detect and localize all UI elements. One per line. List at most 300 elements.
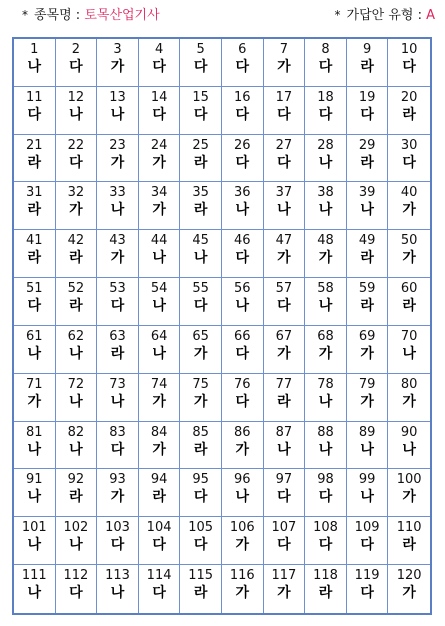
answer-cell	[180, 230, 222, 278]
answer-cell	[180, 469, 222, 517]
answer-cell	[14, 39, 56, 87]
question-number: 112	[63, 568, 89, 584]
question-number: 76	[234, 376, 251, 392]
answer-value: 라	[360, 154, 374, 171]
answer-cell	[97, 565, 139, 613]
answer-value: 나	[27, 59, 42, 75]
answer-value: 가	[318, 250, 333, 267]
question-number: 26	[234, 137, 251, 153]
answer-value: 나	[318, 202, 333, 219]
answer-value: 나	[360, 202, 374, 219]
answer-value: 가	[69, 202, 83, 219]
answer-cell	[56, 517, 98, 565]
answer-value: 가	[27, 393, 42, 410]
answer-value: 다	[235, 154, 250, 171]
answer-cell	[222, 469, 264, 517]
answer-cell	[97, 374, 139, 422]
answer-cell	[347, 469, 389, 517]
answer-value: 나	[27, 345, 42, 362]
answer-cell	[388, 39, 430, 87]
question-number: 81	[26, 424, 43, 440]
question-number: 107	[271, 520, 297, 536]
question-number: 94	[150, 472, 168, 488]
question-number: 10	[400, 42, 418, 57]
answer-value: 나	[27, 537, 42, 554]
question-number: 27	[275, 137, 293, 153]
question-number: 99	[358, 472, 376, 488]
answer-table	[12, 37, 432, 615]
answer-cell	[180, 326, 222, 374]
question-number: 113	[105, 568, 130, 584]
question-number: 87	[275, 424, 293, 440]
question-number: 103	[105, 520, 130, 536]
answer-value: 가	[360, 393, 374, 410]
answer-cell	[305, 326, 347, 374]
answer-cell	[180, 422, 222, 470]
answer-value: 라	[402, 537, 416, 554]
answer-value: 다	[110, 298, 125, 315]
answer-value: 라	[360, 250, 374, 267]
answer-cell	[388, 135, 430, 183]
answer-cell	[347, 517, 389, 565]
question-number: 28	[317, 137, 334, 153]
answer-cell	[222, 182, 264, 230]
question-number: 52	[67, 281, 85, 297]
answer-cell	[56, 565, 98, 613]
answer-value: 다	[277, 298, 291, 315]
answer-value: 다	[193, 298, 208, 315]
answer-cell	[14, 87, 56, 135]
question-number: 13	[109, 89, 126, 105]
question-number: 55	[192, 281, 209, 297]
answer-value: 다	[27, 298, 42, 315]
question-number: 12	[67, 89, 85, 105]
question-number: 66	[234, 328, 251, 344]
answer-value: 라	[69, 250, 83, 267]
question-number: 14	[150, 89, 168, 105]
answer-cell	[139, 517, 181, 565]
question-number: 80	[400, 376, 418, 392]
answer-cell	[264, 278, 306, 326]
question-number: 90	[400, 424, 418, 440]
answer-cell	[305, 135, 347, 183]
answer-value: 라	[27, 154, 42, 171]
question-number: 45	[192, 233, 209, 249]
question-number: 1	[30, 42, 39, 57]
answer-value: 나	[27, 585, 42, 602]
question-number: 118	[313, 568, 338, 584]
answer-cell	[56, 87, 98, 135]
question-number: 71	[26, 376, 43, 392]
answer-value: 나	[110, 202, 125, 219]
answer-value: 나	[152, 250, 166, 267]
answer-type-value: A	[426, 8, 435, 23]
answer-type-info	[335, 4, 435, 23]
question-number: 110	[396, 520, 422, 536]
answer-value: 가	[193, 393, 208, 410]
question-number: 106	[229, 520, 255, 536]
question-number: 25	[192, 137, 209, 153]
answer-value: 라	[193, 154, 208, 171]
answer-cell	[347, 39, 389, 87]
question-number: 120	[396, 568, 422, 584]
question-number: 20	[400, 89, 418, 105]
answer-value: 나	[277, 202, 291, 219]
answer-cell	[56, 278, 98, 326]
answer-cell	[14, 422, 56, 470]
answer-cell	[305, 230, 347, 278]
question-number: 86	[234, 424, 251, 440]
answer-cell	[347, 182, 389, 230]
answer-cell	[264, 326, 306, 374]
question-number: 73	[109, 376, 126, 392]
question-number: 89	[358, 424, 376, 440]
answer-value: 라	[27, 250, 42, 267]
answer-value: 가	[235, 537, 250, 554]
answer-value: 다	[360, 585, 374, 602]
answer-value: 다	[277, 489, 291, 506]
answer-value: 다	[110, 537, 125, 554]
question-number: 111	[21, 568, 47, 584]
answer-cell	[180, 39, 222, 87]
question-number: 17	[275, 89, 293, 105]
question-number: 35	[192, 185, 209, 201]
answer-cell	[222, 278, 264, 326]
answer-value: 나	[69, 537, 83, 554]
answer-value: 가	[402, 393, 416, 410]
answer-value: 라	[69, 298, 83, 315]
answer-value: 가	[235, 585, 250, 602]
answer-value: 다	[193, 59, 208, 75]
question-number: 16	[234, 89, 251, 105]
answer-cell	[347, 326, 389, 374]
question-number: 61	[26, 328, 43, 344]
answer-cell	[97, 135, 139, 183]
question-number: 29	[358, 137, 376, 153]
answer-value: 나	[152, 298, 166, 315]
question-number: 114	[146, 568, 172, 584]
question-number: 7	[279, 42, 289, 57]
answer-value: 나	[402, 345, 416, 362]
answer-value: 다	[402, 154, 416, 171]
question-number: 63	[109, 328, 126, 344]
answer-value: 가	[402, 202, 416, 219]
answer-value: 다	[193, 106, 208, 123]
answer-cell	[347, 135, 389, 183]
question-number: 84	[150, 424, 168, 440]
answer-cell	[347, 422, 389, 470]
question-number: 11	[26, 89, 43, 105]
answer-cell	[388, 326, 430, 374]
answer-cell	[264, 469, 306, 517]
answer-value: 나	[235, 298, 250, 315]
question-number: 18	[317, 89, 334, 105]
answer-cell	[97, 182, 139, 230]
answer-cell	[305, 469, 347, 517]
answer-value: 라	[193, 441, 208, 458]
answer-value: 나	[235, 202, 250, 219]
answer-cell	[14, 135, 56, 183]
answer-value: 가	[402, 585, 416, 602]
answer-cell	[180, 135, 222, 183]
question-number: 49	[358, 233, 376, 249]
question-number: 15	[192, 89, 209, 105]
answer-value: 다	[277, 537, 291, 554]
answer-value: 다	[235, 106, 250, 123]
answer-cell	[56, 135, 98, 183]
bullet-star-icon: *	[334, 8, 341, 22]
question-number: 108	[313, 520, 338, 536]
answer-value: 나	[69, 106, 83, 123]
answer-cell	[388, 565, 430, 613]
answer-cell	[180, 374, 222, 422]
answer-value: 나	[69, 441, 83, 458]
answer-value: 나	[318, 393, 333, 410]
answer-cell	[222, 422, 264, 470]
answer-cell	[388, 374, 430, 422]
answer-cell	[222, 87, 264, 135]
answer-value: 가	[110, 59, 125, 75]
answer-value: 나	[110, 585, 125, 602]
answer-value: 라	[193, 585, 208, 602]
answer-value: 나	[110, 106, 125, 123]
answer-cell	[14, 517, 56, 565]
question-number: 96	[234, 472, 251, 488]
question-number: 79	[358, 376, 376, 392]
answer-cell	[222, 374, 264, 422]
answer-cell	[264, 374, 306, 422]
answer-cell	[139, 565, 181, 613]
question-number: 105	[188, 520, 214, 536]
answer-value: 라	[360, 59, 374, 75]
answer-value: 다	[69, 585, 83, 602]
answer-cell	[264, 87, 306, 135]
question-number: 53	[109, 281, 126, 297]
answer-value: 나	[402, 441, 416, 458]
answer-cell	[264, 422, 306, 470]
answer-value: 가	[277, 250, 291, 267]
answer-cell	[388, 182, 430, 230]
answer-value: 다	[152, 537, 166, 554]
answer-value: 다	[360, 537, 374, 554]
answer-cell	[305, 39, 347, 87]
answer-cell	[305, 517, 347, 565]
answer-cell	[264, 565, 306, 613]
answer-cell	[14, 230, 56, 278]
answer-value: 라	[402, 298, 416, 315]
answer-value: 다	[69, 154, 83, 171]
answer-value: 나	[69, 345, 83, 362]
answer-cell	[264, 230, 306, 278]
question-number: 98	[317, 472, 334, 488]
question-number: 37	[275, 185, 293, 201]
answer-value: 가	[152, 154, 166, 171]
answer-cell	[14, 469, 56, 517]
answer-value: 나	[318, 154, 333, 171]
answer-value: 가	[110, 250, 125, 267]
question-number: 46	[234, 233, 251, 249]
answer-cell	[305, 278, 347, 326]
answer-cell	[139, 182, 181, 230]
answer-value: 다	[193, 489, 208, 506]
answer-value: 다	[27, 106, 42, 123]
answer-cell	[14, 326, 56, 374]
answer-cell	[139, 87, 181, 135]
question-number: 74	[150, 376, 168, 392]
question-number: 95	[192, 472, 209, 488]
question-number: 23	[109, 137, 126, 153]
question-number: 65	[192, 328, 209, 344]
answer-cell	[97, 39, 139, 87]
answer-value: 나	[110, 393, 125, 410]
answer-value: 가	[277, 585, 291, 602]
answer-cell	[56, 182, 98, 230]
question-number: 85	[192, 424, 209, 440]
question-number: 67	[275, 328, 293, 344]
answer-cell	[222, 326, 264, 374]
question-number: 48	[317, 233, 334, 249]
question-number: 91	[26, 472, 43, 488]
question-number: 44	[150, 233, 168, 249]
question-number: 4	[154, 42, 164, 57]
question-number: 36	[234, 185, 251, 201]
answer-cell	[222, 230, 264, 278]
answer-cell	[347, 374, 389, 422]
question-number: 31	[26, 185, 43, 201]
answer-value: 다	[318, 59, 333, 75]
answer-cell	[139, 422, 181, 470]
answer-cell	[180, 87, 222, 135]
question-number: 93	[109, 472, 126, 488]
answer-grid	[14, 39, 430, 613]
answer-value: 나	[318, 298, 333, 315]
question-number: 64	[150, 328, 168, 344]
answer-cell	[222, 565, 264, 613]
answer-value: 다	[69, 59, 83, 75]
question-number: 54	[150, 281, 168, 297]
answer-value: 다	[318, 106, 333, 123]
answer-value: 다	[402, 59, 416, 75]
answer-value: 가	[402, 250, 416, 267]
answer-cell	[264, 517, 306, 565]
question-number: 47	[275, 233, 293, 249]
question-number: 2	[71, 42, 81, 57]
question-number: 75	[192, 376, 209, 392]
answer-cell	[222, 39, 264, 87]
answer-cell	[264, 182, 306, 230]
answer-cell	[56, 39, 98, 87]
answer-value: 라	[69, 489, 83, 506]
answer-value: 나	[360, 489, 374, 506]
question-number: 5	[196, 42, 205, 57]
answer-value: 가	[152, 441, 166, 458]
answer-cell	[388, 230, 430, 278]
answer-value: 라	[27, 202, 42, 219]
answer-cell	[97, 422, 139, 470]
subject-label: 종목명 :	[34, 8, 81, 23]
answer-value: 나	[360, 441, 374, 458]
answer-value: 라	[402, 106, 416, 123]
answer-cell	[97, 278, 139, 326]
answer-cell	[139, 278, 181, 326]
answer-value: 가	[110, 154, 125, 171]
question-number: 56	[234, 281, 251, 297]
question-number: 109	[354, 520, 380, 536]
answer-value: 가	[152, 393, 166, 410]
answer-cell	[347, 565, 389, 613]
answer-cell	[347, 87, 389, 135]
answer-cell	[180, 182, 222, 230]
question-number: 30	[400, 137, 418, 153]
answer-cell	[305, 374, 347, 422]
answer-value: 다	[235, 59, 250, 75]
question-number: 69	[358, 328, 376, 344]
question-number: 9	[362, 42, 372, 57]
question-number: 40	[400, 185, 418, 201]
question-number: 68	[317, 328, 334, 344]
question-number: 38	[317, 185, 334, 201]
answer-cell	[305, 182, 347, 230]
answer-value: 다	[235, 345, 250, 362]
answer-cell	[388, 87, 430, 135]
answer-value: 라	[360, 298, 374, 315]
question-number: 88	[317, 424, 334, 440]
question-number: 72	[67, 376, 85, 392]
question-number: 50	[400, 233, 418, 249]
answer-value: 라	[110, 345, 125, 362]
answer-value: 나	[318, 441, 333, 458]
answer-value: 나	[235, 489, 250, 506]
answer-cell	[305, 565, 347, 613]
answer-value: 다	[152, 585, 166, 602]
answer-cell	[139, 135, 181, 183]
answer-value: 나	[69, 393, 83, 410]
question-number: 62	[67, 328, 85, 344]
question-number: 77	[275, 376, 293, 392]
answer-value: 라	[193, 202, 208, 219]
answer-value: 다	[152, 59, 166, 75]
question-number: 82	[67, 424, 85, 440]
question-number: 97	[275, 472, 293, 488]
answer-cell	[97, 87, 139, 135]
answer-value: 다	[318, 489, 333, 506]
question-number: 83	[109, 424, 126, 440]
question-number: 115	[188, 568, 214, 584]
answer-value: 다	[193, 537, 208, 554]
answer-value: 가	[152, 202, 166, 219]
answer-cell	[388, 517, 430, 565]
answer-value: 가	[235, 441, 250, 458]
question-number: 19	[358, 89, 376, 105]
answer-cell	[97, 326, 139, 374]
answer-type-label: 가답안 유형 :	[346, 8, 422, 23]
answer-value: 다	[235, 250, 250, 267]
answer-cell	[347, 230, 389, 278]
answer-value: 나	[27, 489, 42, 506]
answer-cell	[56, 422, 98, 470]
answer-cell	[347, 278, 389, 326]
answer-cell	[222, 135, 264, 183]
answer-value: 나	[277, 441, 291, 458]
answer-value: 다	[318, 537, 333, 554]
question-number: 57	[275, 281, 293, 297]
answer-cell	[139, 469, 181, 517]
question-number: 119	[354, 568, 380, 584]
answer-value: 가	[360, 345, 374, 362]
answer-cell	[97, 469, 139, 517]
answer-value: 가	[110, 489, 125, 506]
question-number: 78	[317, 376, 334, 392]
